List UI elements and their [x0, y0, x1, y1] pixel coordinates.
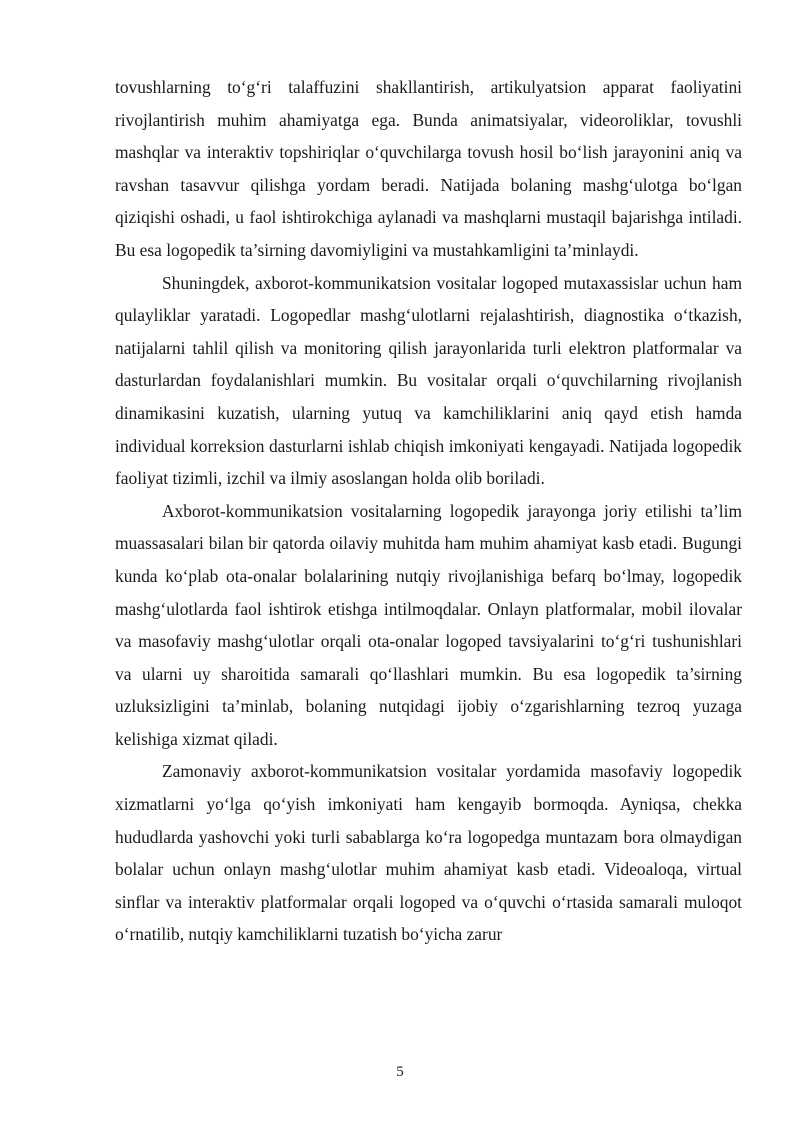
page-number: 5 [396, 1064, 404, 1080]
paragraph-continuation: tovushlarning to‘g‘ri talaffuzini shakllantirish, artikulyatsion apparat faoliyatini rivojlantirish muhim ahamiyatga ega. Bunda animatsiyalar, videoroliklar, tovushli mashqlar va interaktiv topshiriqlar o‘quvchilarga tovush hosil bo‘lish jarayonini aniq va ravshan tasavvur qilishga yordam beradi. Natijada bolaning mashg‘ulotga bo‘lgan qiziqishi oshadi, u faol ishtirokchiga aylanadi va mashqlarni mustaqil bajarishga intiladi. Bu esa logopedik ta’sirning davomiyligini va mustahkamligini ta’minlaydi. [115, 77, 742, 260]
body-text [115, 71, 742, 951]
paragraph-remote-services: Zamonaviy axborot-kommunikatsion vositalar yordamida masofaviy logopedik xizmatlarni yo‘lga qo‘yish imkoniyati ham kengayib bormoqda. Ayniqsa, chekka hududlarda yashovchi yoki turli sabablarga ko‘ra logopedga muntazam bora olmaydigan bolalar uchun onlayn mashg‘ulotlar muhim ahamiyat kasb etadi. Videoaloqa, virtual sinflar va interaktiv platformalar orqali logoped va o‘quvchi o‘rtasida samarali muloqot o‘rnatilib, nutqiy kamchiliklarni tuzatish bo‘yicha zarur [115, 761, 742, 945]
paragraph-ict-for-logopedists: Shuningdek, axborot-kommunikatsion vositalar logoped mutaxassislar uchun ham qulayliklar yaratadi. Logopedlar mashg‘ulotlarni rejalashtirish, diagnostika o‘tkazish, natijalarni tahlil qilish va monitoring qilish jarayonlarida turli elektron platformalar va dasturlardan foydalanishlari mumkin. Bu vositalar orqali o‘quvchilarning rivojlanish dinamikasini kuzatish, ularning yutuq va kamchiliklarini aniq qayd etish hamda individual korreksion dasturlarni ishlab chiqish imkoniyati kengayadi. Natijada logopedik faoliyat tizimli, izchil va ilmiy asoslangan holda olib boriladi. [115, 272, 742, 489]
paragraph-family-environment: Axborot-kommunikatsion vositalarning logopedik jarayonga joriy etilishi ta’lim muassasalari bilan bir qatorda oilaviy muhitda ham muhim ahamiyat kasb etadi. Bugungi kunda ko‘plab ota-onalar bolalarining nutqiy rivojlanishiga befarq bo‘lmay, logopedik mashg‘ulotlarda faol ishtirok etishga intilmoqdalar. Onlayn platformalar, mobil ilovalar va masofaviy mashg‘ulotlar orqali ota-onalar logoped tavsiyalarini to‘g‘ri tushunishlari va ularni uy sharoitida samarali qo‘llashlari mumkin. Bu esa logopedik ta’sirning uzluksizligini ta’minlab, bolaning nutqidagi ijobiy o‘zgarishlarning tezroq yuzaga kelishiga xizmat qiladi. [115, 500, 742, 749]
